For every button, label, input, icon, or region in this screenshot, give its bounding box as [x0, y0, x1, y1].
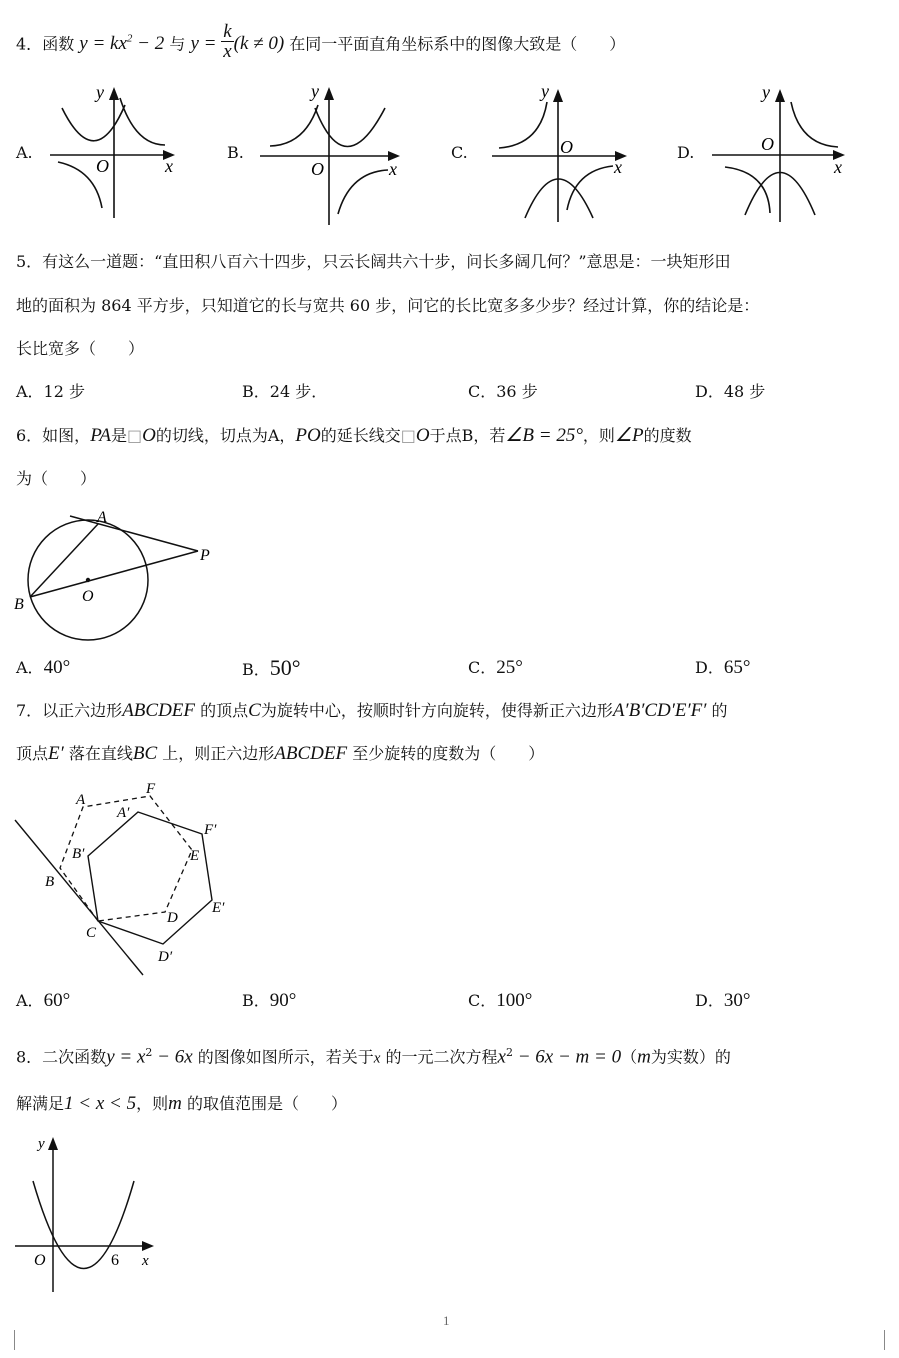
- svg-text:O: O: [34, 1252, 46, 1269]
- q5-option-c[interactable]: C．36 步: [468, 382, 538, 401]
- svg-text:B′: B′: [72, 846, 85, 862]
- q8-stem-line1: 8．二次函数$y = x^2 - 6x$ 的图像如图所示，若关于x 的一元二次方程$x^2 - 6x - m = 0(m$为实数）的: [16, 1046, 731, 1068]
- q6-option-d[interactable]: D．65°: [695, 657, 751, 678]
- svg-text:x: x: [389, 159, 397, 179]
- svg-text:E: E: [190, 848, 200, 864]
- svg-text:A′: A′: [117, 805, 130, 821]
- svg-text:x: x: [165, 156, 173, 176]
- margin-mark-left: [14, 1330, 15, 1350]
- svg-text:D: D: [167, 910, 178, 926]
- svg-text:x: x: [614, 157, 622, 177]
- svg-text:y: y: [541, 81, 549, 101]
- q5-option-d[interactable]: D．48 步: [695, 382, 766, 401]
- svg-text:y: y: [96, 82, 104, 102]
- q4-formula-quadratic: $y = kx^2 - 2$: [79, 33, 165, 55]
- svg-text:O: O: [560, 137, 573, 157]
- q7-stem-line2: 顶点E′ 落在直线BC 上，则正六边形ABCDEF 至少旋转的度数为（ ）: [16, 743, 545, 764]
- svg-text:O: O: [311, 159, 324, 179]
- svg-text:P: P: [200, 547, 210, 564]
- svg-text:O: O: [761, 134, 774, 154]
- svg-text:B: B: [45, 874, 55, 890]
- q8-stem-line2: 解满足1 < x < 5，则m 的取值范围是（ ）: [16, 1093, 347, 1114]
- q5-stem-line1: 5．有这么一道题：“直田积八百六十四步，只云长阔共六十步，问长多阔几何？”意思是：一块矩形田: [16, 252, 731, 271]
- svg-text:y: y: [311, 81, 319, 101]
- q4-option-c-label[interactable]: C.: [451, 143, 468, 162]
- q7-option-c[interactable]: C．100°: [468, 990, 533, 1011]
- svg-text:B: B: [14, 596, 24, 613]
- svg-text:6: 6: [111, 1252, 119, 1269]
- q4-option-d-label[interactable]: D.: [677, 143, 695, 162]
- margin-mark-right: [884, 1330, 885, 1350]
- svg-text:A: A: [76, 792, 86, 808]
- q6-option-c[interactable]: C．25°: [468, 657, 523, 678]
- q6-stem-line2: 为（ ）: [16, 469, 97, 488]
- q6-option-a[interactable]: A．40°: [16, 657, 71, 678]
- q7-option-d[interactable]: D．30°: [695, 990, 751, 1011]
- q7-option-b[interactable]: B．90°: [242, 990, 297, 1011]
- q6-option-b[interactable]: B．50°: [242, 655, 301, 680]
- svg-text:D′: D′: [158, 949, 173, 965]
- svg-text:F′: F′: [204, 822, 217, 838]
- q4-number: 4．: [16, 34, 43, 54]
- q4-formula-inverse: y = $\frac{k}{x}$ (k ≠ 0): [190, 21, 285, 63]
- q5-option-a[interactable]: A．12 步: [16, 382, 86, 401]
- svg-text:A: A: [97, 509, 107, 526]
- svg-text:F: F: [146, 781, 156, 797]
- svg-text:y: y: [762, 82, 770, 102]
- svg-text:y: y: [38, 1136, 45, 1152]
- q4-option-b-label[interactable]: B.: [227, 143, 244, 162]
- q7-stem-line1: 7．以正六边形ABCDEF 的顶点C为旋转中心，按顺时针方向旋转，使得新正六边形A′B′CD′E′F′ 的: [16, 700, 728, 721]
- svg-text:x: x: [142, 1253, 149, 1269]
- svg-text:O: O: [96, 156, 109, 176]
- svg-text:C: C: [86, 925, 97, 941]
- page-number: 1: [443, 1313, 450, 1328]
- q5-stem-line3: 长比宽多（ ）: [16, 339, 145, 358]
- q4-option-a-label[interactable]: A.: [16, 143, 33, 162]
- q4-stem: 4．函数 $y = kx^2 - 2$ 与 y = $\frac{k}{x}$ (k ≠ 0) 在同一平面直角坐标系中的图像大致是（ ）: [16, 21, 626, 63]
- svg-text:O: O: [82, 588, 94, 605]
- svg-text:x: x: [834, 157, 842, 177]
- q7-option-a[interactable]: A．60°: [16, 990, 71, 1011]
- q6-stem-line1: 6．如图，PA是□O的切线，切点为A，PO的延长线交□O于点B，若∠B = 25°，则∠P的度数: [16, 425, 692, 446]
- q5-option-b[interactable]: B．24 步．: [242, 382, 328, 401]
- svg-text:E′: E′: [212, 900, 225, 916]
- q5-stem-line2: 地的面积为 864 平方步，只知道它的长与宽共 60 步，问它的长比宽多多少步？经过计算，你的结论是：: [16, 296, 760, 315]
